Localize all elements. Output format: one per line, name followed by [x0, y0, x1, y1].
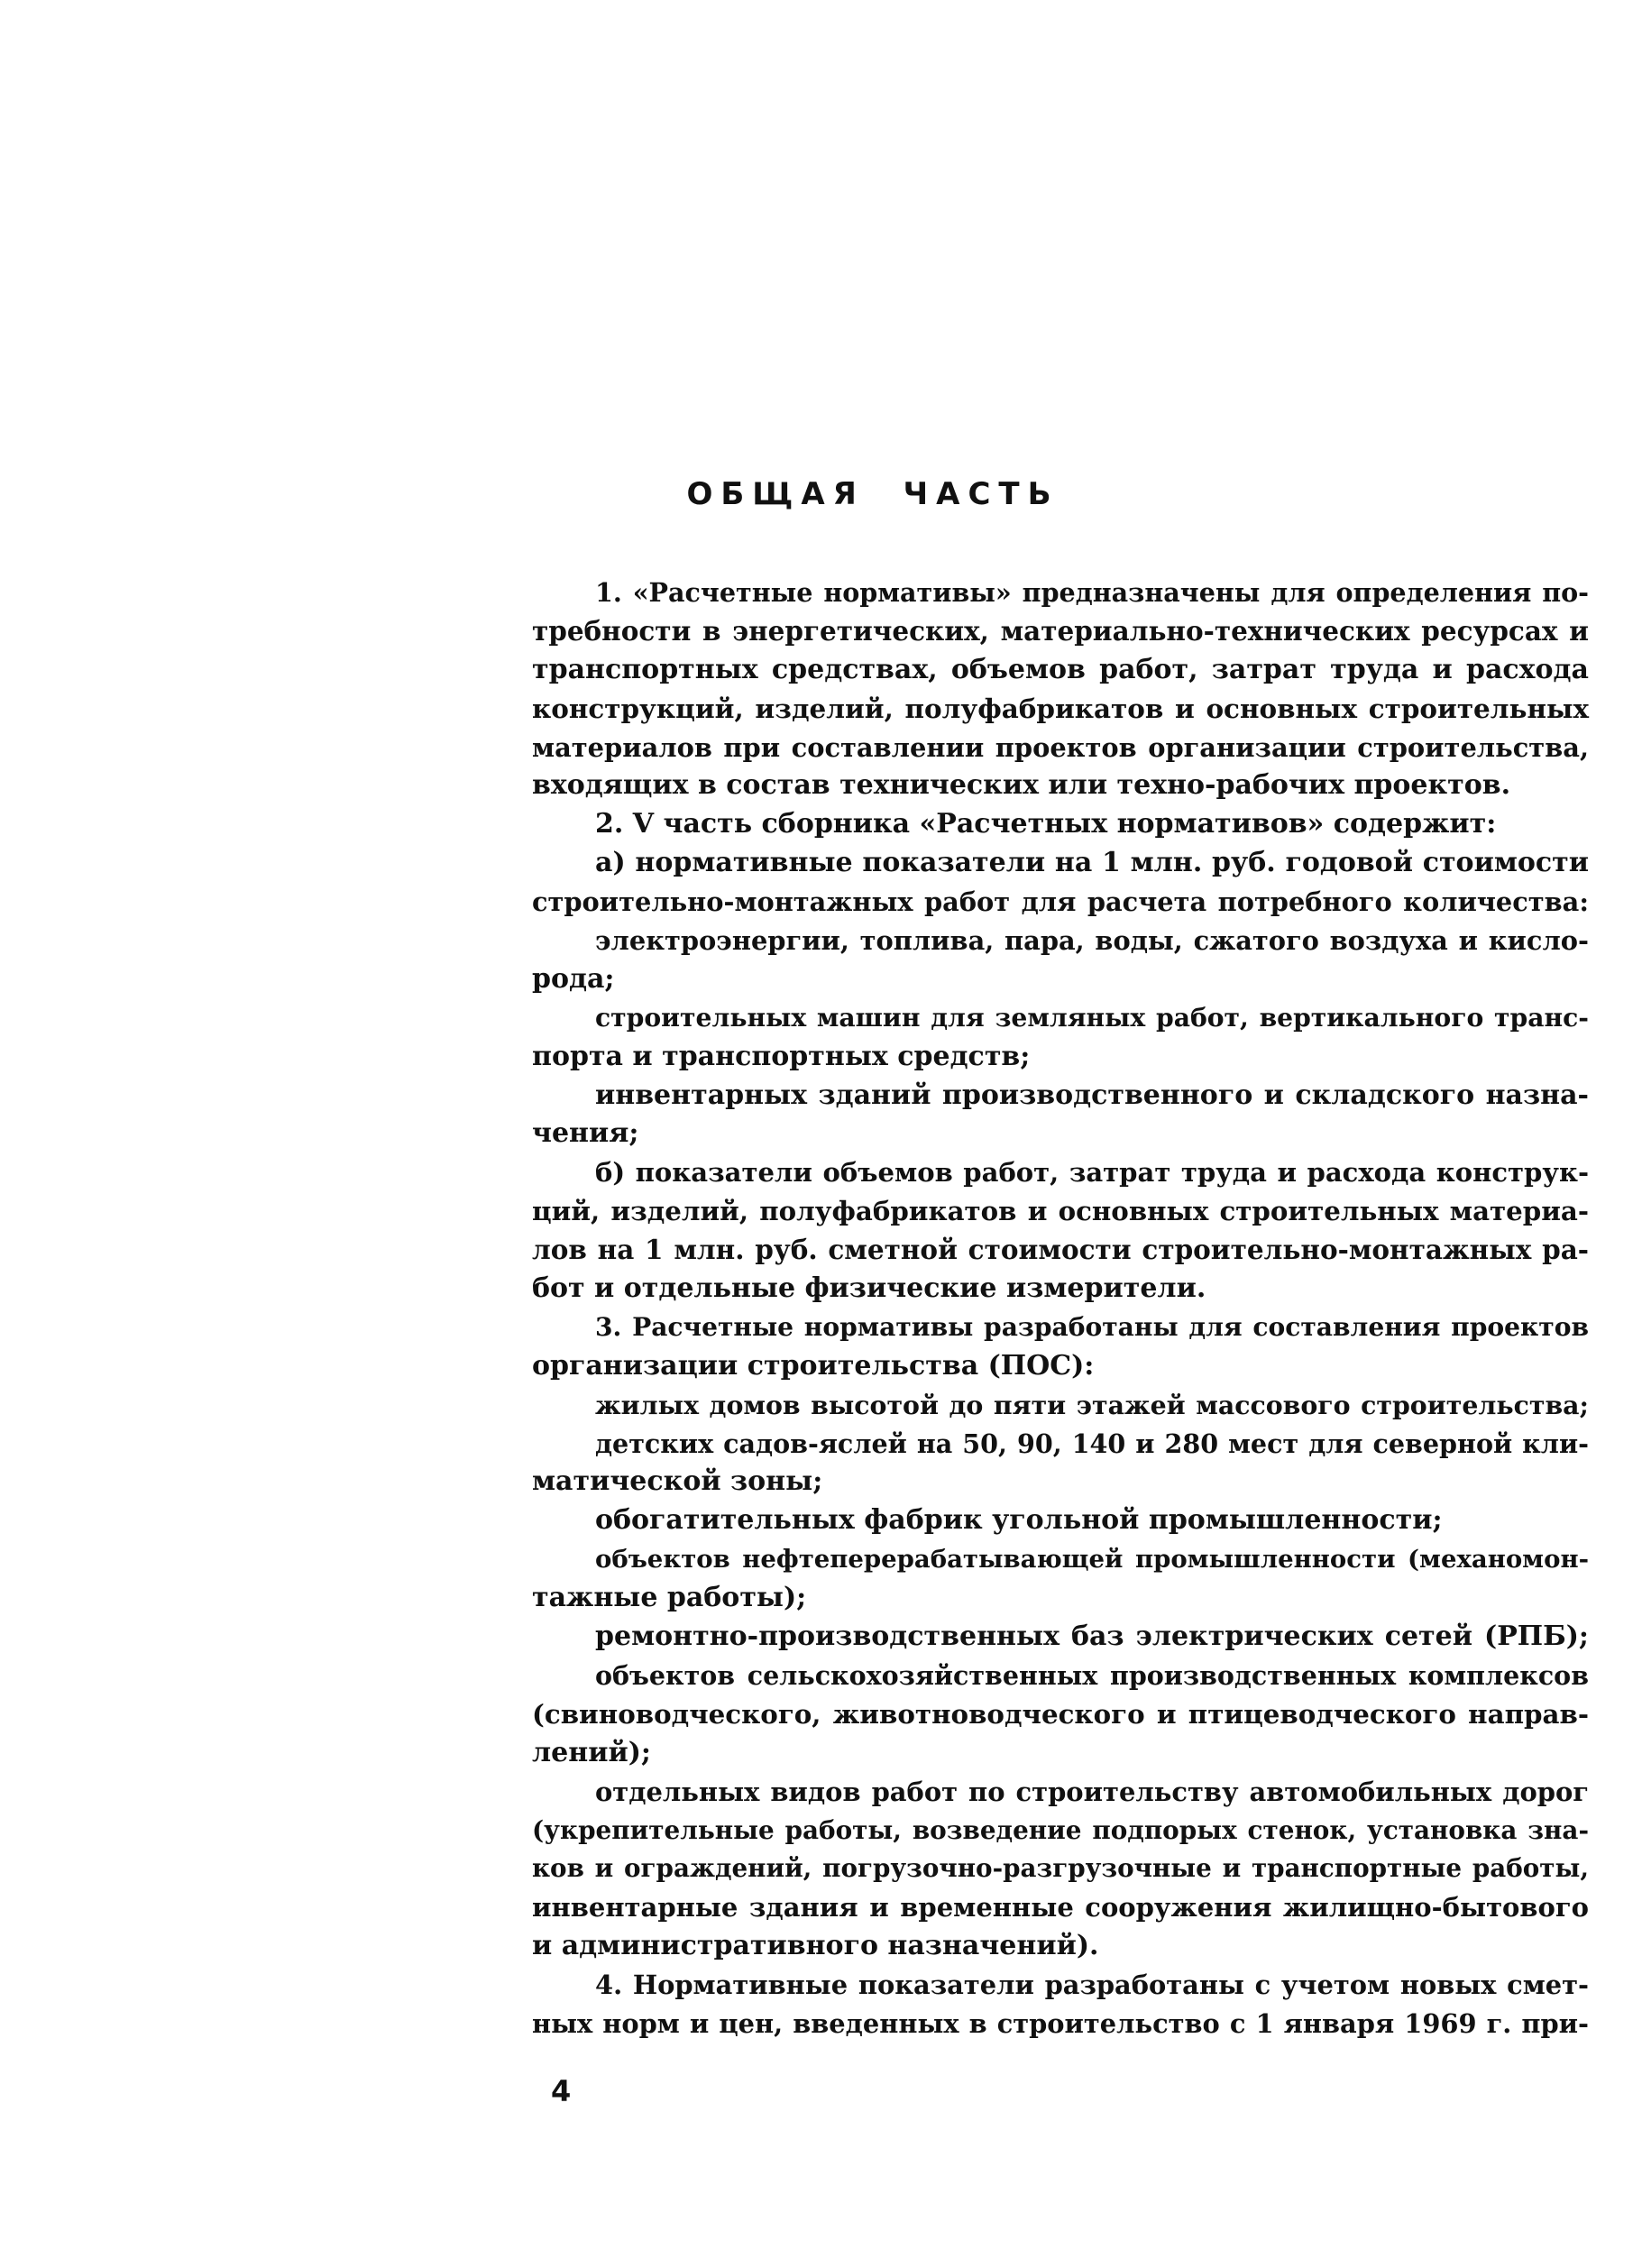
text-line: (укрепительные работы, возведение подпорых стенок, установка зна-	[532, 1814, 1589, 1845]
text-line: лов на 1 млн. руб. сметной стоимости строительно-монтажных ра-	[532, 1234, 1589, 1266]
text-line: тажные работы);	[532, 1582, 807, 1614]
page-title: ОБЩАЯ ЧАСТЬ	[686, 476, 1060, 512]
text-line: и административного назначений).	[532, 1930, 1099, 1962]
text-line: строительных машин для земляных работ, вертикального транс-	[595, 1002, 1589, 1033]
text-line: рода;	[532, 962, 615, 995]
text-line: лений);	[532, 1736, 651, 1768]
text-line: ремонтно-производственных баз электрических сетей (РПБ);	[595, 1621, 1589, 1653]
text-line: 3. Расчетные нормативы разработаны для составления проектов	[595, 1311, 1589, 1342]
text-line: порта и транспортных средств;	[532, 1040, 1031, 1072]
text-line: детских садов-яслей на 50, 90, 140 и 280 мест для северной кли-	[595, 1428, 1589, 1459]
text-line: жилых домов высотой до пяти этажей массового строительства;	[595, 1389, 1589, 1420]
body-text	[532, 574, 1589, 2043]
text-line: 4. Нормативные показатели разработаны с учетом новых смет-	[595, 1970, 1589, 2001]
text-line: материалов при составлении проектов организации строительства,	[532, 731, 1589, 763]
text-line: объектов сельскохозяйственных производственных комплексов	[595, 1659, 1589, 1691]
text-line: матической зоны;	[532, 1465, 823, 1498]
text-line: строительно-монтажных работ для расчета потребного количества:	[532, 886, 1589, 918]
text-line: (свиноводческого, животноводческого и птицеводческого направ-	[532, 1697, 1589, 1730]
text-line: электроэнергии, топлива, пара, воды, сжатого воздуха и кисло-	[595, 925, 1589, 957]
text-line: организации строительства (ПОС):	[532, 1349, 1095, 1382]
text-line: а) нормативные показатели на 1 млн. руб. годовой стоимости	[595, 847, 1589, 879]
text-line: требности в энергетических, материально-технических ресурсах и	[532, 614, 1589, 647]
text-line: обогатительных фабрик угольной промышленности;	[595, 1504, 1443, 1537]
text-line: входящих в состав технических или техно-рабочих проектов.	[532, 769, 1511, 802]
text-line: ций, изделий, полуфабрикатов и основных строительных материа-	[532, 1196, 1589, 1227]
text-line: ных норм и цен, введенных в строительство с 1 января 1969 г. при-	[532, 2007, 1589, 2039]
text-line: транспортных средствах, объемов работ, затрат труда и расхода	[532, 653, 1589, 685]
text-line: конструкций, изделий, полуфабрикатов и основных строительных	[532, 692, 1589, 724]
text-line: бот и отдельные физические измерители.	[532, 1272, 1206, 1305]
text-line: отдельных видов работ по строительству автомобильных дорог	[595, 1776, 1589, 1807]
text-line: инвентарных зданий производственного и складского назна-	[595, 1079, 1589, 1111]
text-line: чения;	[532, 1117, 639, 1150]
text-line: ков и ограждений, погрузочно-разгрузочные и транспортные работы,	[532, 1853, 1589, 1884]
text-line: б) показатели объемов работ, затрат труда и расхода конструк-	[595, 1157, 1589, 1189]
text-line: 2. V часть сборника «Расчетных нормативов» содержит:	[595, 808, 1497, 840]
text-line: объектов нефтеперерабатывающей промышленности (механомон-	[595, 1545, 1589, 1575]
page-number: 4	[551, 2074, 572, 2108]
text-line: 1. «Расчетные нормативы» предназначены для определения по-	[595, 577, 1589, 608]
text-line: инвентарные здания и временные сооружения жилищно-бытового	[532, 1892, 1589, 1924]
